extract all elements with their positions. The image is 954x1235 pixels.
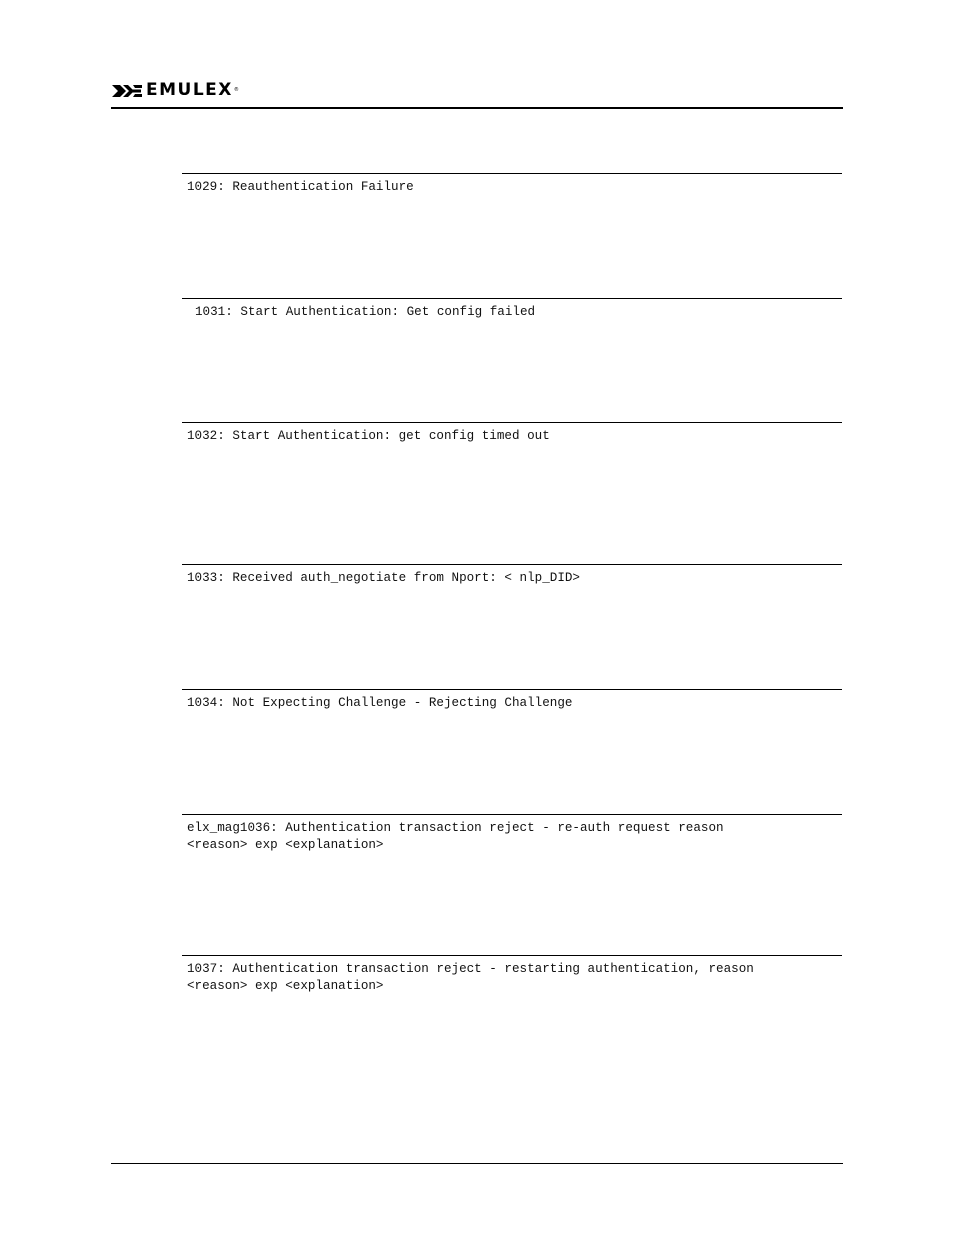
message-entry-1033 bbox=[182, 564, 842, 587]
trademark-symbol: ® bbox=[233, 86, 239, 93]
message-text: 1031: Start Authentication: Get config failed bbox=[195, 305, 536, 319]
message-text: 1033: Received auth_negotiate from Nport: < nlp_DID> bbox=[187, 571, 580, 585]
emulex-logo bbox=[111, 82, 239, 99]
emulex-logo-icon bbox=[111, 83, 143, 99]
message-entry-1036 bbox=[182, 814, 842, 854]
emulex-brand-text: EMULEX bbox=[146, 80, 233, 100]
header-divider bbox=[111, 107, 843, 109]
message-text: 1029: Reauthentication Failure bbox=[187, 180, 414, 194]
message-text: 1034: Not Expecting Challenge - Rejecting Challenge bbox=[187, 696, 573, 710]
message-text: elx_mag1036: Authentication transaction reject - re-auth request reason <reason> exp <explanation> bbox=[187, 821, 724, 852]
message-entry-1032 bbox=[182, 422, 842, 445]
message-entry-1031 bbox=[182, 298, 842, 321]
message-entry-1029 bbox=[182, 173, 842, 196]
message-entry-1034 bbox=[182, 689, 842, 712]
message-entry-1037 bbox=[182, 955, 842, 995]
page-header bbox=[111, 78, 843, 109]
message-text: 1032: Start Authentication: get config timed out bbox=[187, 429, 550, 443]
message-text: 1037: Authentication transaction reject - restarting authentication, reason <reason> exp <explanation> bbox=[187, 962, 754, 993]
footer-divider bbox=[111, 1163, 843, 1164]
